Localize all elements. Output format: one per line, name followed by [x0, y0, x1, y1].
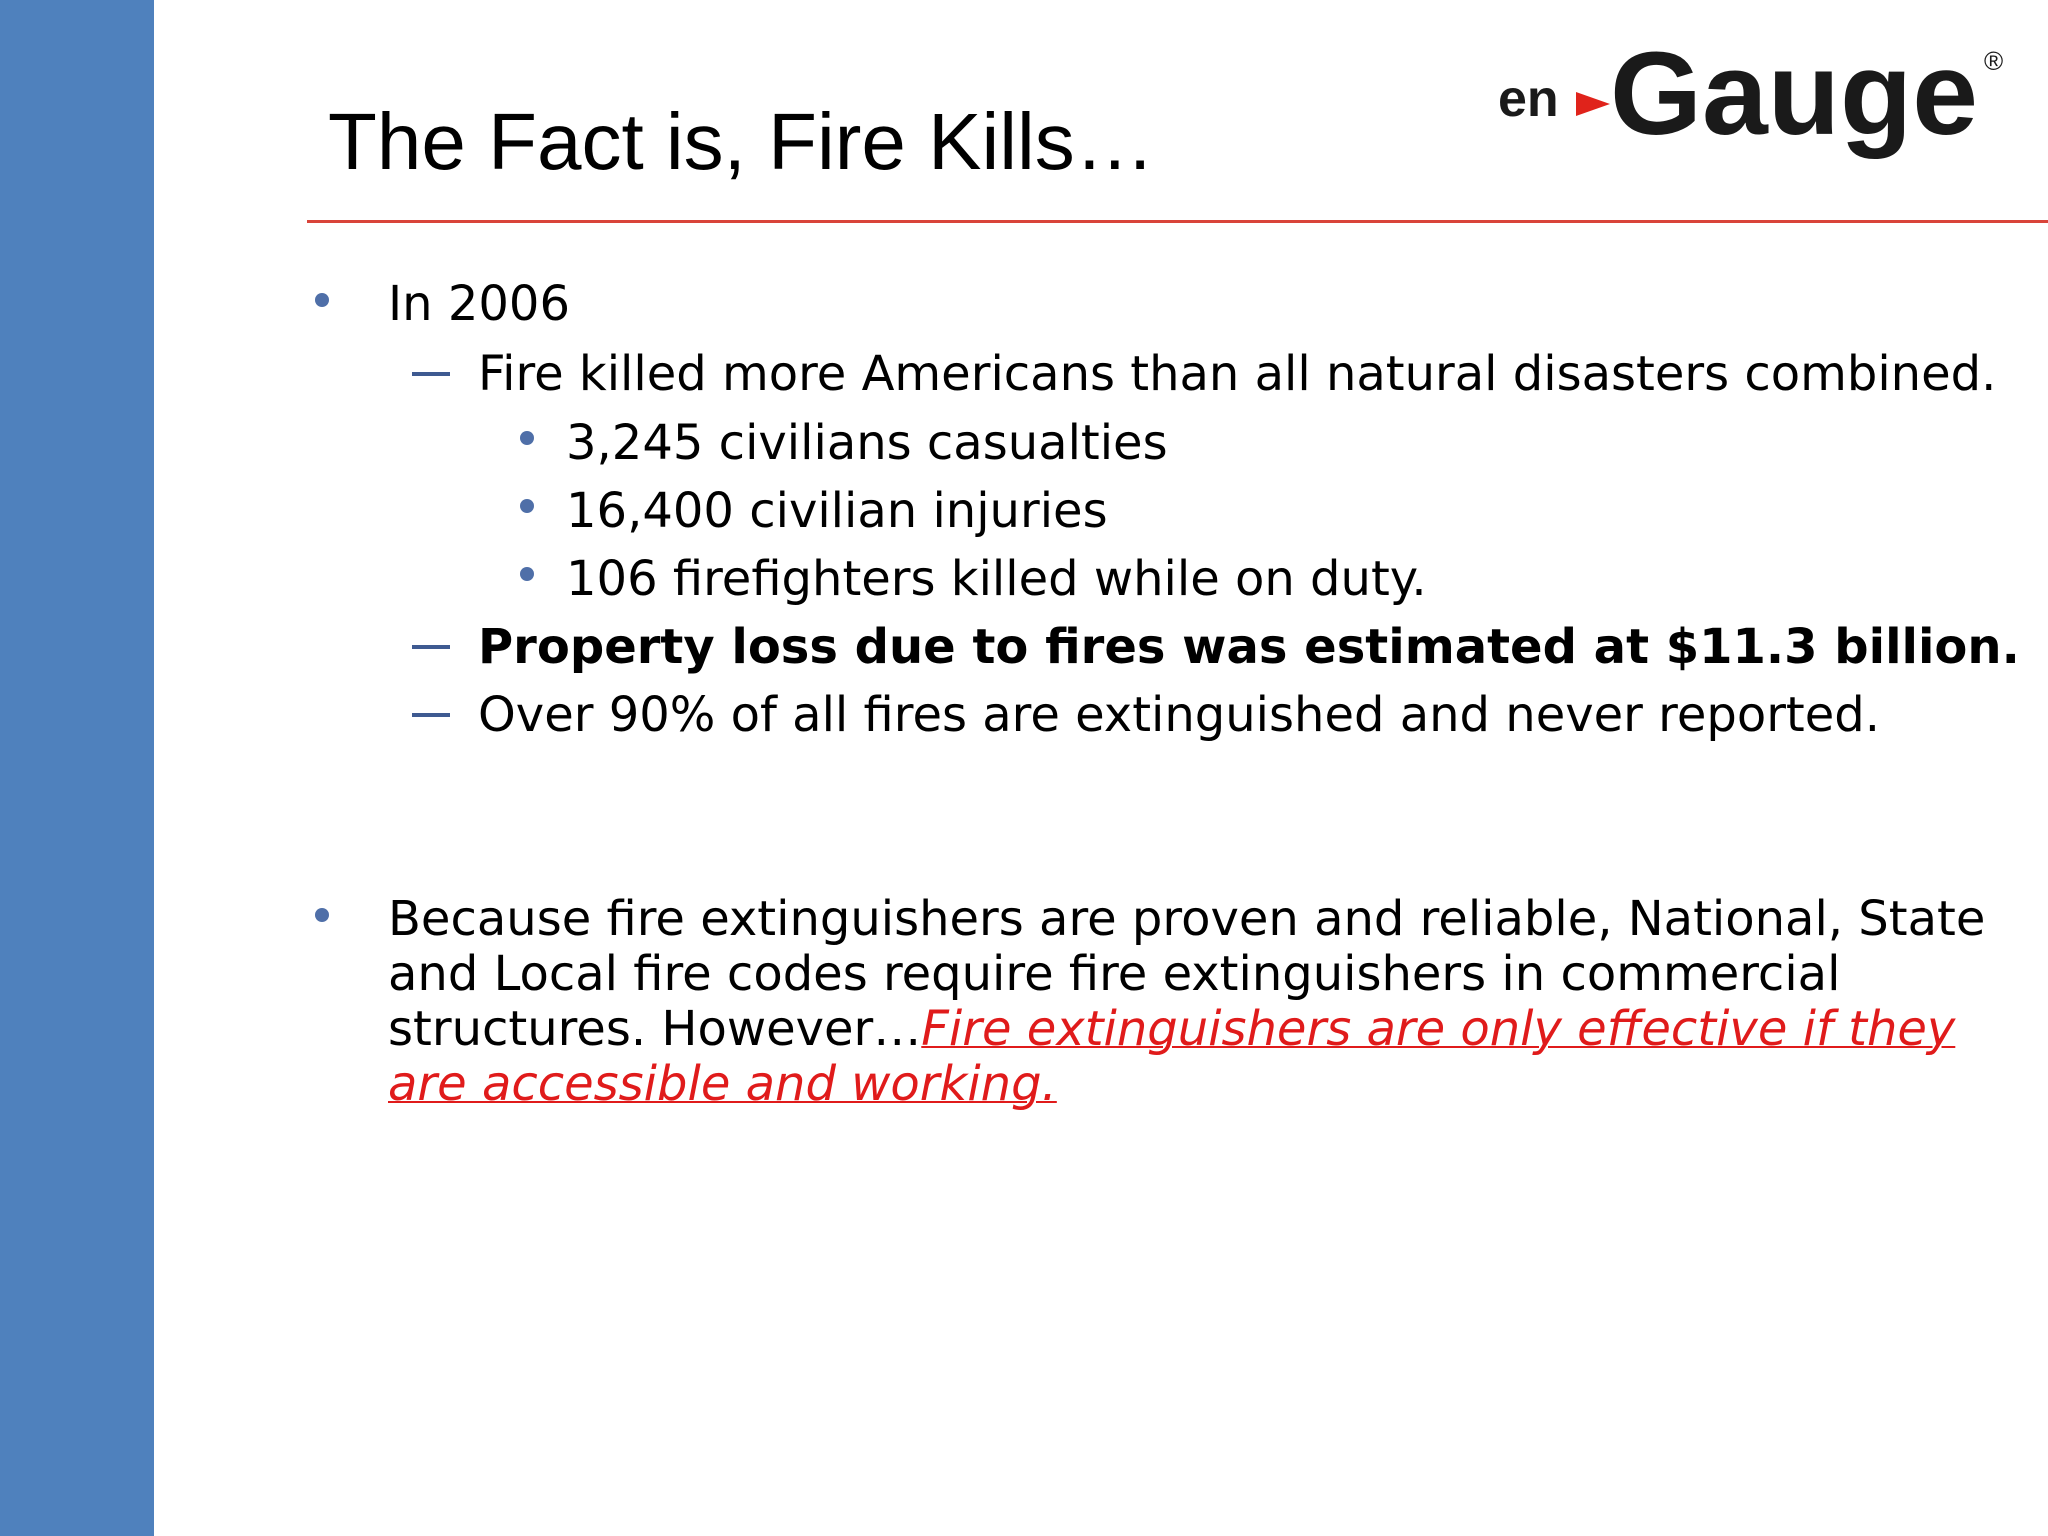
bullet-dot-icon	[315, 293, 329, 307]
bullet-dot-icon	[520, 567, 534, 581]
bullet-year: In 2006	[388, 276, 570, 332]
bullet-dot-icon	[520, 431, 534, 445]
extinguishers-statement: Because fire extinguishers are proven and reliable, National, State and Local fire codes require fire extinguishers in commercial structures. However…	[388, 891, 1986, 1057]
logo-registered-mark: ®	[1984, 46, 2004, 76]
sub-bullet-unreported: Over 90% of all fires are extinguished and never reported.	[478, 687, 1881, 743]
dash-bullet-icon	[412, 645, 450, 649]
bullet-extinguishers-paragraph	[388, 892, 1988, 1112]
stat-civilian-casualties: 3,245 civilians casualties	[566, 415, 1168, 471]
bullet-dot-icon	[520, 499, 534, 513]
dash-bullet-icon	[412, 372, 450, 376]
dash-bullet-icon	[412, 713, 450, 717]
sub-bullet-property-loss: Property loss due to fires was estimated at $11.3 billion.	[478, 619, 2020, 675]
slide-title: The Fact is, Fire Kills…	[328, 97, 1155, 186]
logo-prefix: en	[1498, 70, 1559, 128]
extinguishers-emphasis: Fire extinguishers are only effective if they are accessible and working.	[388, 1001, 1956, 1112]
stat-civilian-injuries: 16,400 civilian injuries	[566, 483, 1108, 539]
stat-firefighters-killed: 106 firefighters killed while on duty.	[566, 551, 1427, 607]
sub-bullet-fire-killed: Fire killed more Americans than all natural disasters combined.	[478, 346, 1997, 402]
logo-wordmark: Gauge	[1610, 28, 1978, 160]
bullet-dot-icon	[315, 908, 329, 922]
